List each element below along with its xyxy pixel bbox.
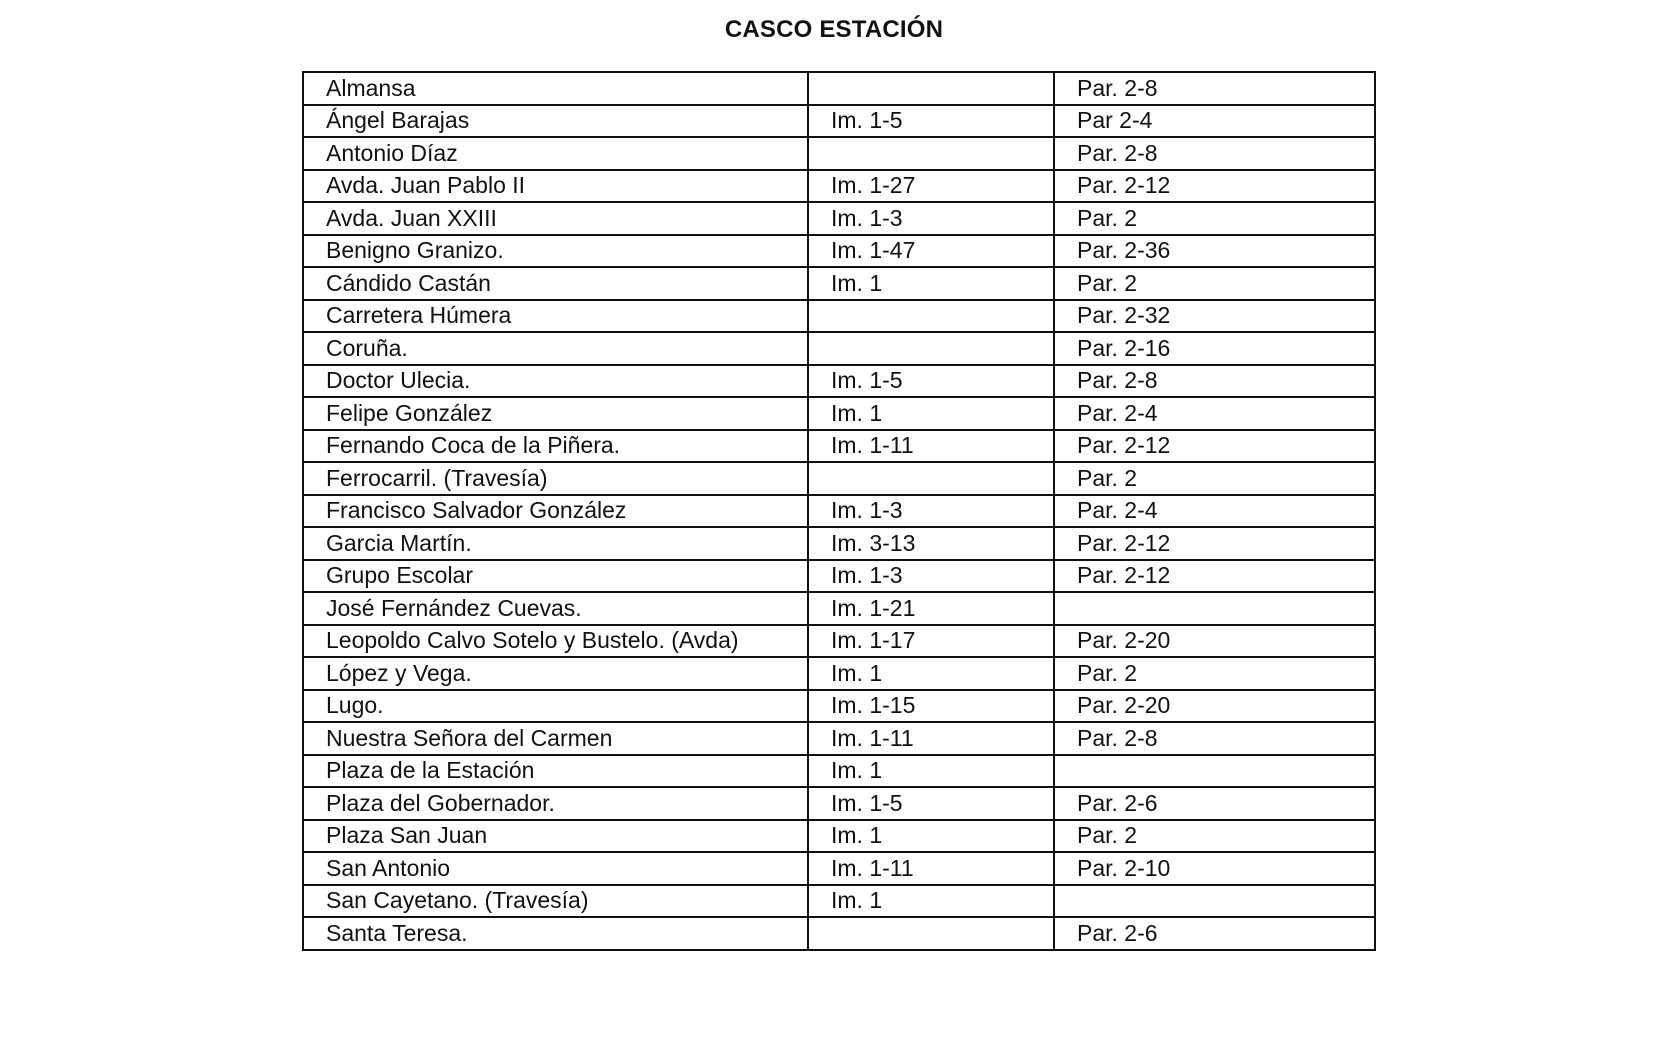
odd-numbers-cell: Im. 1-5 (808, 365, 1054, 398)
odd-numbers-cell: Im. 1-21 (808, 592, 1054, 625)
odd-numbers-cell: Im. 1-11 (808, 852, 1054, 885)
table-row (303, 852, 1375, 885)
table-row (303, 787, 1375, 820)
table-row (303, 625, 1375, 658)
street-name-cell: Leopoldo Calvo Sotelo y Bustelo. (Avda) (303, 625, 808, 658)
odd-numbers-cell: Im. 1-15 (808, 690, 1054, 723)
odd-numbers-cell: Im. 1 (808, 657, 1054, 690)
even-numbers-cell: Par. 2-4 (1054, 495, 1375, 528)
street-name-cell: López y Vega. (303, 657, 808, 690)
odd-numbers-cell (808, 72, 1054, 105)
street-name-cell: Plaza de la Estación (303, 755, 808, 788)
even-numbers-cell: Par. 2-20 (1054, 625, 1375, 658)
odd-numbers-cell (808, 300, 1054, 333)
even-numbers-cell: Par. 2-8 (1054, 72, 1375, 105)
table-row (303, 202, 1375, 235)
table-row (303, 267, 1375, 300)
table-row (303, 365, 1375, 398)
street-name-cell: Carretera Húmera (303, 300, 808, 333)
street-name-cell: Nuestra Señora del Carmen (303, 722, 808, 755)
odd-numbers-cell: Im. 1 (808, 820, 1054, 853)
table-row (303, 430, 1375, 463)
even-numbers-cell: Par. 2-32 (1054, 300, 1375, 333)
table-row (303, 300, 1375, 333)
table-row (303, 917, 1375, 950)
even-numbers-cell: Par. 2-10 (1054, 852, 1375, 885)
odd-numbers-cell: Im. 1-5 (808, 787, 1054, 820)
street-name-cell: Benigno Granizo. (303, 235, 808, 268)
street-name-cell: Coruña. (303, 332, 808, 365)
even-numbers-cell (1054, 592, 1375, 625)
street-name-cell: San Cayetano. (Travesía) (303, 885, 808, 918)
even-numbers-cell: Par. 2-12 (1054, 560, 1375, 593)
even-numbers-cell: Par. 2-12 (1054, 170, 1375, 203)
table-row (303, 820, 1375, 853)
odd-numbers-cell: Im. 1-3 (808, 202, 1054, 235)
even-numbers-cell: Par. 2 (1054, 267, 1375, 300)
odd-numbers-cell (808, 917, 1054, 950)
street-name-cell: Francisco Salvador González (303, 495, 808, 528)
odd-numbers-cell: Im. 3-13 (808, 527, 1054, 560)
even-numbers-cell: Par. 2-12 (1054, 527, 1375, 560)
odd-numbers-cell: Im. 1-11 (808, 722, 1054, 755)
street-name-cell: Ángel Barajas (303, 105, 808, 138)
even-numbers-cell: Par. 2-12 (1054, 430, 1375, 463)
odd-numbers-cell: Im. 1-27 (808, 170, 1054, 203)
table-row (303, 332, 1375, 365)
street-name-cell: Plaza del Gobernador. (303, 787, 808, 820)
odd-numbers-cell: Im. 1-47 (808, 235, 1054, 268)
odd-numbers-cell (808, 137, 1054, 170)
table-row (303, 560, 1375, 593)
odd-numbers-cell: Im. 1 (808, 755, 1054, 788)
street-name-cell: Felipe González (303, 397, 808, 430)
table-row (303, 657, 1375, 690)
odd-numbers-cell: Im. 1-11 (808, 430, 1054, 463)
table-row (303, 527, 1375, 560)
street-name-cell: Lugo. (303, 690, 808, 723)
even-numbers-cell: Par. 2-8 (1054, 365, 1375, 398)
even-numbers-cell (1054, 885, 1375, 918)
even-numbers-cell: Par. 2-4 (1054, 397, 1375, 430)
even-numbers-cell: Par. 2 (1054, 462, 1375, 495)
table-row (303, 137, 1375, 170)
table-row (303, 885, 1375, 918)
odd-numbers-cell (808, 332, 1054, 365)
even-numbers-cell: Par. 2-6 (1054, 917, 1375, 950)
even-numbers-cell: Par. 2-8 (1054, 722, 1375, 755)
table-row (303, 722, 1375, 755)
table-row (303, 462, 1375, 495)
odd-numbers-cell: Im. 1 (808, 267, 1054, 300)
odd-numbers-cell (808, 462, 1054, 495)
street-name-cell: Antonio Díaz (303, 137, 808, 170)
odd-numbers-cell: Im. 1-3 (808, 495, 1054, 528)
even-numbers-cell: Par. 2 (1054, 657, 1375, 690)
table-row (303, 397, 1375, 430)
street-name-cell: Ferrocarril. (Travesía) (303, 462, 808, 495)
table-row (303, 170, 1375, 203)
table-row (303, 495, 1375, 528)
street-name-cell: José Fernández Cuevas. (303, 592, 808, 625)
odd-numbers-cell: Im. 1-3 (808, 560, 1054, 593)
even-numbers-cell: Par. 2-36 (1054, 235, 1375, 268)
street-name-cell: Almansa (303, 72, 808, 105)
streets-table-body (303, 72, 1375, 950)
table-row (303, 690, 1375, 723)
even-numbers-cell: Par. 2-20 (1054, 690, 1375, 723)
page-title: CASCO ESTACIÓN (724, 16, 944, 43)
street-name-cell: Cándido Castán (303, 267, 808, 300)
even-numbers-cell: Par. 2 (1054, 820, 1375, 853)
street-name-cell: Grupo Escolar (303, 560, 808, 593)
street-name-cell: Avda. Juan XXIII (303, 202, 808, 235)
street-name-cell: San Antonio (303, 852, 808, 885)
table-row (303, 755, 1375, 788)
table-row (303, 72, 1375, 105)
table-row (303, 105, 1375, 138)
even-numbers-cell: Par. 2-8 (1054, 137, 1375, 170)
odd-numbers-cell: Im. 1-17 (808, 625, 1054, 658)
table-row (303, 235, 1375, 268)
odd-numbers-cell: Im. 1 (808, 885, 1054, 918)
streets-table (302, 71, 1376, 951)
odd-numbers-cell: Im. 1-5 (808, 105, 1054, 138)
street-name-cell: Garcia Martín. (303, 527, 808, 560)
even-numbers-cell: Par. 2 (1054, 202, 1375, 235)
even-numbers-cell (1054, 755, 1375, 788)
even-numbers-cell: Par. 2-6 (1054, 787, 1375, 820)
even-numbers-cell: Par. 2-16 (1054, 332, 1375, 365)
street-name-cell: Plaza San Juan (303, 820, 808, 853)
table-row (303, 592, 1375, 625)
even-numbers-cell: Par 2-4 (1054, 105, 1375, 138)
odd-numbers-cell: Im. 1 (808, 397, 1054, 430)
street-name-cell: Avda. Juan Pablo II (303, 170, 808, 203)
street-name-cell: Doctor Ulecia. (303, 365, 808, 398)
street-name-cell: Santa Teresa. (303, 917, 808, 950)
street-name-cell: Fernando Coca de la Piñera. (303, 430, 808, 463)
